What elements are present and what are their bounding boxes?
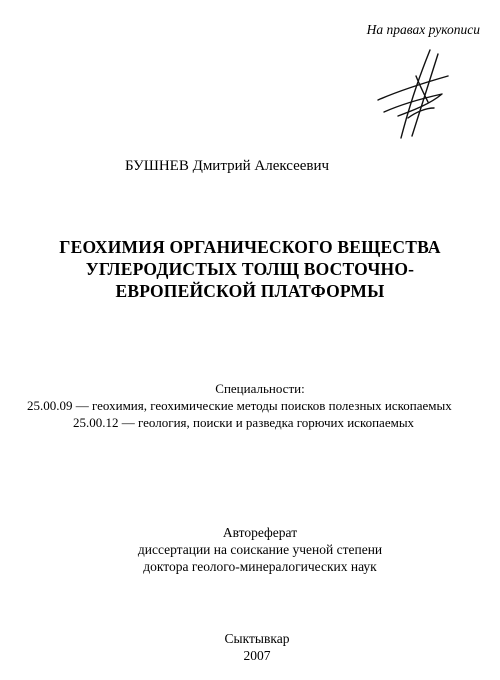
title-line: ГЕОХИМИЯ ОРГАНИЧЕСКОГО ВЕЩЕСТВА — [59, 237, 441, 257]
abstract-line: Автореферат — [222, 525, 298, 540]
abstract-line: диссертации на соискание ученой степени — [137, 542, 383, 557]
dissertation-title — [0, 236, 500, 302]
imprint-block — [0, 630, 500, 664]
specialties-heading: Специальности: — [215, 381, 305, 396]
specialty-item: 25.00.12 — геология, поиски и разведка горючих ископаемых — [73, 415, 415, 430]
author-name: БУШНЕВ Дмитрий Алексеевич — [125, 158, 330, 174]
title-line: УГЛЕРОДИСТЫХ ТОЛЩ ВОСТОЧНО- — [85, 259, 415, 279]
specialty-item: 25.00.09 — геохимия, геохимические методы поисков полезных ископаемых — [27, 398, 452, 413]
specialties-block — [0, 380, 500, 431]
city: Сыктывкар — [224, 631, 290, 646]
signature-icon — [368, 46, 458, 142]
year: 2007 — [243, 648, 271, 663]
manuscript-rights-stamp: На правах рукописи — [366, 22, 480, 37]
title-line: ЕВРОПЕЙСКОЙ ПЛАТФОРМЫ — [115, 281, 385, 301]
abstract-line: доктора геолого-минералогических наук — [143, 559, 377, 574]
abstract-block — [0, 524, 500, 575]
